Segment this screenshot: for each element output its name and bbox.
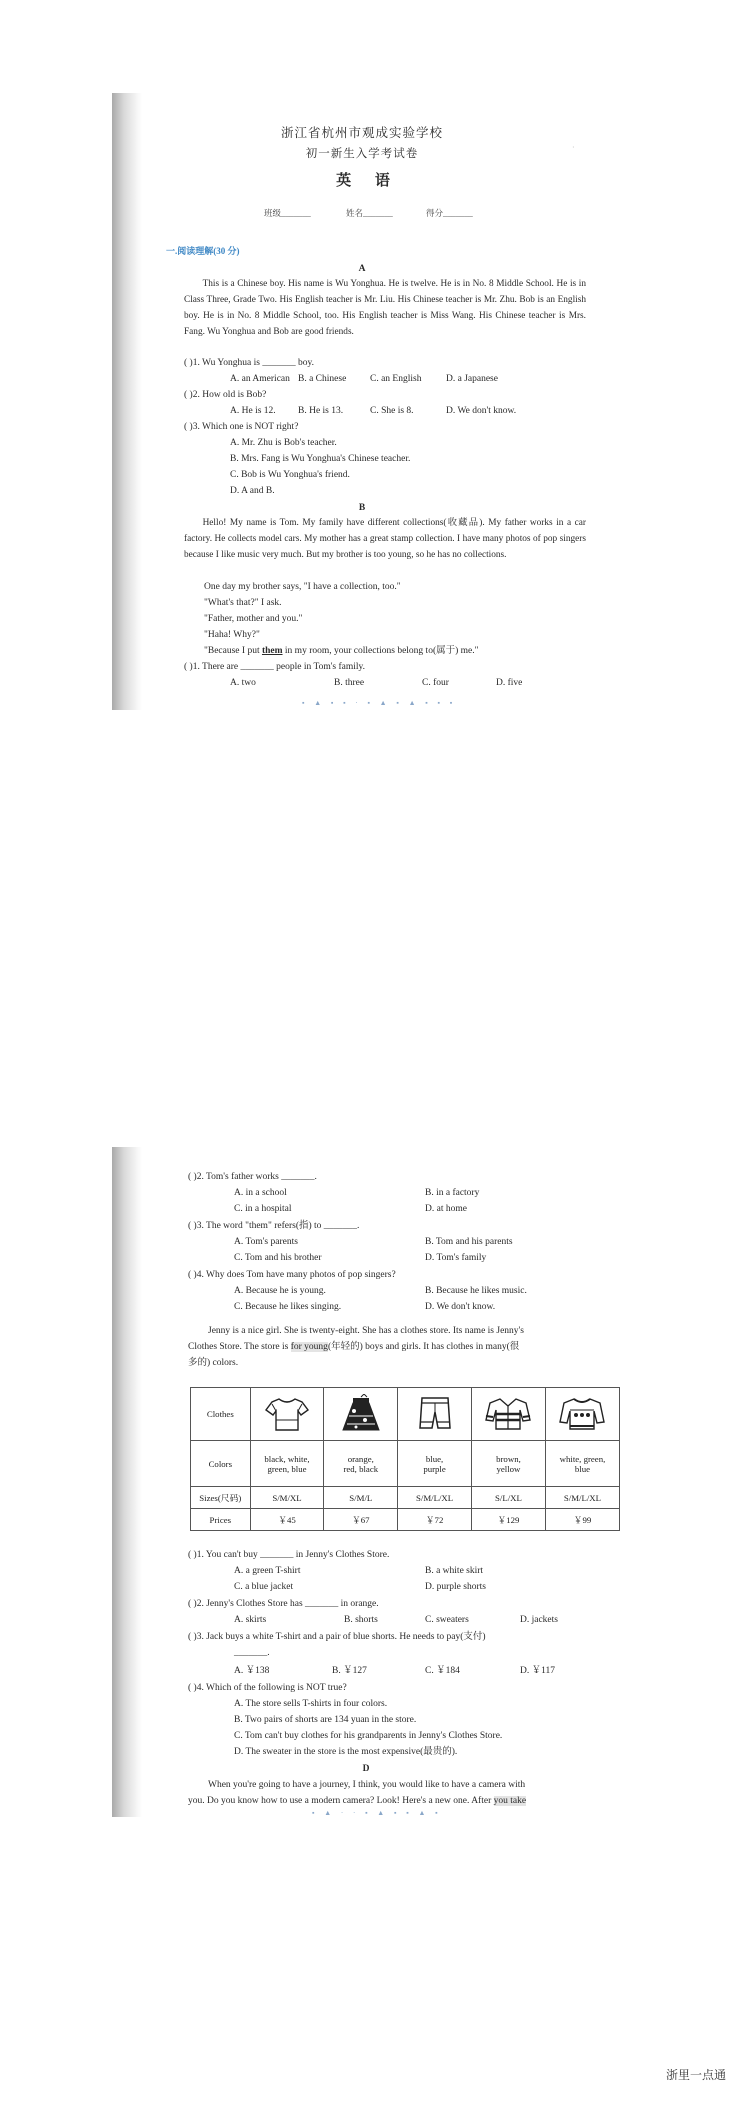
passage-a-text: This is a Chinese boy. His name is Wu Yonghua. He is twelve. He is in No. 8 Middle School. He is in Class Three, Grade Two. His English teacher is Mr. Liu. His Chinese teacher is Mr. Zhu. Bob is an English boy. He is in No. 8 Middle School, too. His English teacher is Miss Wang. His Chinese teacher is Mrs. Fang. Wu Yonghua and Bob are good friends.: [184, 279, 586, 338]
question-b3: ( )3. The word "them" refers(指) to _______.: [188, 1221, 360, 1231]
option-b3-a: A. Tom's parents: [234, 1237, 298, 1247]
dialogue-line-1: One day my brother says, "I have a collection, too.": [204, 582, 401, 592]
option-b3-d: D. Tom's family: [425, 1253, 487, 1263]
option-c4-c: C. Tom can't buy clothes for his grandparents in Jenny's Clothes Store.: [234, 1731, 503, 1741]
sizes-cell: S/M/XL: [250, 1487, 324, 1509]
option-a2-a: A. He is 12.: [230, 406, 276, 416]
score-field: 得分_______: [426, 208, 473, 218]
option-c1-b: B. a white skirt: [425, 1566, 484, 1576]
class-field: 班级_______: [264, 208, 311, 218]
option-c4-d: D. The sweater in the store is the most expensive(最贵的).: [234, 1747, 458, 1757]
question-b1: ( )1. There are _______ people in Tom's family.: [184, 662, 366, 672]
option-a1-b: B. a Chinese: [298, 374, 347, 384]
them-emphasis: them: [261, 646, 283, 656]
option-c1-a: A. a green T-shirt: [234, 1566, 301, 1576]
question-a2: ( )2. How old is Bob?: [184, 390, 267, 400]
row-header-prices: Prices: [191, 1509, 251, 1531]
page-bottom-ornament: ▪ ▲ ▪ ▪ · ▪ ▲ ▪ ▲ ▪ ▪ ▪: [302, 699, 457, 707]
colors-cell: orange, red, black: [324, 1441, 398, 1487]
sizes-cell: S/M/L: [324, 1487, 398, 1509]
row-header-sizes: Sizes(尺码): [191, 1487, 251, 1509]
option-b2-b: B. in a factory: [425, 1188, 480, 1198]
option-b3-c: C. Tom and his brother: [234, 1253, 322, 1263]
option-c2-b: B. shorts: [344, 1615, 378, 1625]
skirt-cell: [324, 1388, 398, 1441]
tshirt-icon: [264, 1396, 310, 1432]
option-a3-b: B. Mrs. Fang is Wu Yonghua's Chinese teacher.: [230, 454, 411, 464]
row-header-clothes: Clothes: [191, 1388, 251, 1441]
you-take-highlight: you take: [493, 1796, 527, 1806]
option-a3-d: D. A and B.: [230, 486, 275, 496]
question-b2: ( )2. Tom's father works _______.: [188, 1172, 317, 1182]
question-a1: ( )1. Wu Yonghua is _______ boy.: [184, 358, 314, 368]
option-a1-d: D. a Japanese: [446, 374, 498, 384]
option-b4-b: B. Because he likes music.: [425, 1286, 527, 1296]
price-cell: ￥129: [471, 1509, 545, 1531]
option-b1-b: B. three: [334, 678, 365, 688]
exam-page-2: [112, 1147, 620, 1817]
sizes-cell: S/L/XL: [471, 1487, 545, 1509]
option-b4-a: A. Because he is young.: [234, 1286, 326, 1296]
question-c4: ( )4. Which of the following is NOT true?: [188, 1683, 347, 1693]
option-b1-d: D. five: [496, 678, 523, 688]
dialogue-line-5: "Because I put them in my room, your collections belong to(属于) me.": [204, 646, 479, 656]
prices-row: [191, 1509, 620, 1531]
skirt-icon: [338, 1394, 384, 1434]
exam-page-1: [112, 93, 612, 710]
passage-a-letter: A: [358, 264, 366, 274]
scan-speck: ·: [572, 143, 575, 152]
colors-row: [191, 1441, 620, 1487]
passage-d-letter: D: [362, 1764, 370, 1774]
option-a3-c: C. Bob is Wu Yonghua's friend.: [230, 470, 350, 480]
price-cell: ￥72: [398, 1509, 472, 1531]
passage-d-line-1: When you're going to have a journey, I think, you would like to have a camera with: [208, 1780, 526, 1790]
question-c1: ( )1. You can't buy _______ in Jenny's Clothes Store.: [188, 1550, 390, 1560]
option-a1-a: A. an American: [230, 374, 290, 384]
option-c4-a: A. The store sells T-shirts in four colors.: [234, 1699, 388, 1709]
dialogue-line-3: "Father, mother and you.": [204, 614, 303, 624]
school-name: 浙江省杭州市观成实验学校: [280, 126, 443, 140]
question-c3: ( )3. Jack buys a white T-shirt and a pair of blue shorts. He needs to pay(支付): [188, 1632, 486, 1642]
jacket-cell: [471, 1388, 545, 1441]
passage-d-line-2: you. Do you know how to use a modern camera? Look! Here's a new one. After you take: [188, 1796, 527, 1806]
option-b4-c: C. Because he likes singing.: [234, 1302, 342, 1312]
section-title: 一.阅读理解(30 分): [166, 246, 240, 256]
colors-cell: black, white, green, blue: [250, 1441, 324, 1487]
clothes-table: [190, 1387, 620, 1531]
sweater-cell: [545, 1388, 619, 1441]
option-b2-d: D. at home: [425, 1204, 467, 1214]
page-bottom-ornament: ▪ ▲ · · ▪ ▲ ▪ ▪ ▲ ▪: [312, 1809, 442, 1817]
option-b1-a: A. two: [230, 678, 256, 688]
price-cell: ￥67: [324, 1509, 398, 1531]
option-c1-c: C. a blue jacket: [234, 1582, 294, 1592]
option-c3-a: A. ￥138: [234, 1666, 270, 1676]
option-a1-c: C. an English: [370, 374, 422, 384]
option-c4-b: B. Two pairs of shorts are 134 yuan in the store.: [234, 1715, 417, 1725]
exam-title: 初一新生入学考试卷: [305, 148, 419, 160]
option-a2-c: C. She is 8.: [370, 406, 414, 416]
price-cell: ￥99: [545, 1509, 619, 1531]
passage-c-line-2: Clothes Store. The store is for young(年轻的) boys and girls. It has clothes in many(很: [188, 1342, 520, 1352]
passage-c-line-1: Jenny is a nice girl. She is twenty-eight. She has a clothes store. Its name is Jenny's: [208, 1326, 524, 1336]
clothes-row: [191, 1388, 620, 1441]
footer-watermark: 浙里一点通: [666, 2068, 727, 2082]
option-a2-b: B. He is 13.: [298, 406, 344, 416]
sizes-cell: S/M/L/XL: [545, 1487, 619, 1509]
name-field: 姓名_______: [346, 208, 393, 218]
colors-cell: blue, purple: [398, 1441, 472, 1487]
shorts-cell: [398, 1388, 472, 1441]
option-b4-d: D. We don't know.: [425, 1302, 496, 1312]
question-c3-cont: _______.: [234, 1648, 270, 1658]
option-c2-c: C. sweaters: [425, 1615, 469, 1625]
option-a3-a: A. Mr. Zhu is Bob's teacher.: [230, 438, 337, 448]
option-b2-c: C. in a hospital: [234, 1204, 292, 1214]
option-a2-d: D. We don't know.: [446, 406, 517, 416]
question-c2: ( )2. Jenny's Clothes Store has _______ in orange.: [188, 1599, 379, 1609]
option-b1-c: C. four: [422, 678, 449, 688]
colors-cell: white, green, blue: [545, 1441, 619, 1487]
shorts-icon: [412, 1394, 458, 1434]
passage-c-line-3: 多的) colors.: [188, 1358, 239, 1368]
option-c2-d: D. jackets: [520, 1615, 558, 1625]
sizes-cell: S/M/L/XL: [398, 1487, 472, 1509]
jacket-icon: [484, 1396, 532, 1432]
passage-b-letter: B: [358, 503, 366, 513]
option-b3-b: B. Tom and his parents: [425, 1237, 513, 1247]
sweater-icon: [558, 1396, 606, 1432]
option-c3-d: D. ￥117: [520, 1666, 556, 1676]
subject-title: 英 语: [336, 173, 400, 189]
row-header-colors: Colors: [191, 1441, 251, 1487]
question-b4: ( )4. Why does Tom have many photos of pop singers?: [188, 1270, 396, 1280]
colors-cell: brown, yellow: [471, 1441, 545, 1487]
tshirt-cell: [250, 1388, 324, 1441]
price-cell: ￥45: [250, 1509, 324, 1531]
option-c3-b: B. ￥127: [332, 1666, 367, 1676]
for-young-highlight: for young: [290, 1342, 328, 1352]
question-a3: ( )3. Which one is NOT right?: [184, 422, 299, 432]
sizes-row: [191, 1487, 620, 1509]
option-c2-a: A. skirts: [234, 1615, 267, 1625]
option-c1-d: D. purple shorts: [425, 1582, 486, 1592]
passage-b-text: Hello! My name is Tom. My family have different collections(收藏品). My father works in a car factory. He collects model cars. My mother has a great stamp collection. I have many photos of pop singers because I like music very much. But my brother is too young, so he has no collections.: [184, 518, 586, 561]
dialogue-line-4: "Haha! Why?": [204, 630, 260, 640]
option-c3-c: C. ￥184: [425, 1666, 460, 1676]
option-b2-a: A. in a school: [234, 1188, 287, 1198]
page-spine-shadow: [112, 1147, 142, 1817]
dialogue-line-2: "What's that?" I ask.: [204, 598, 282, 608]
